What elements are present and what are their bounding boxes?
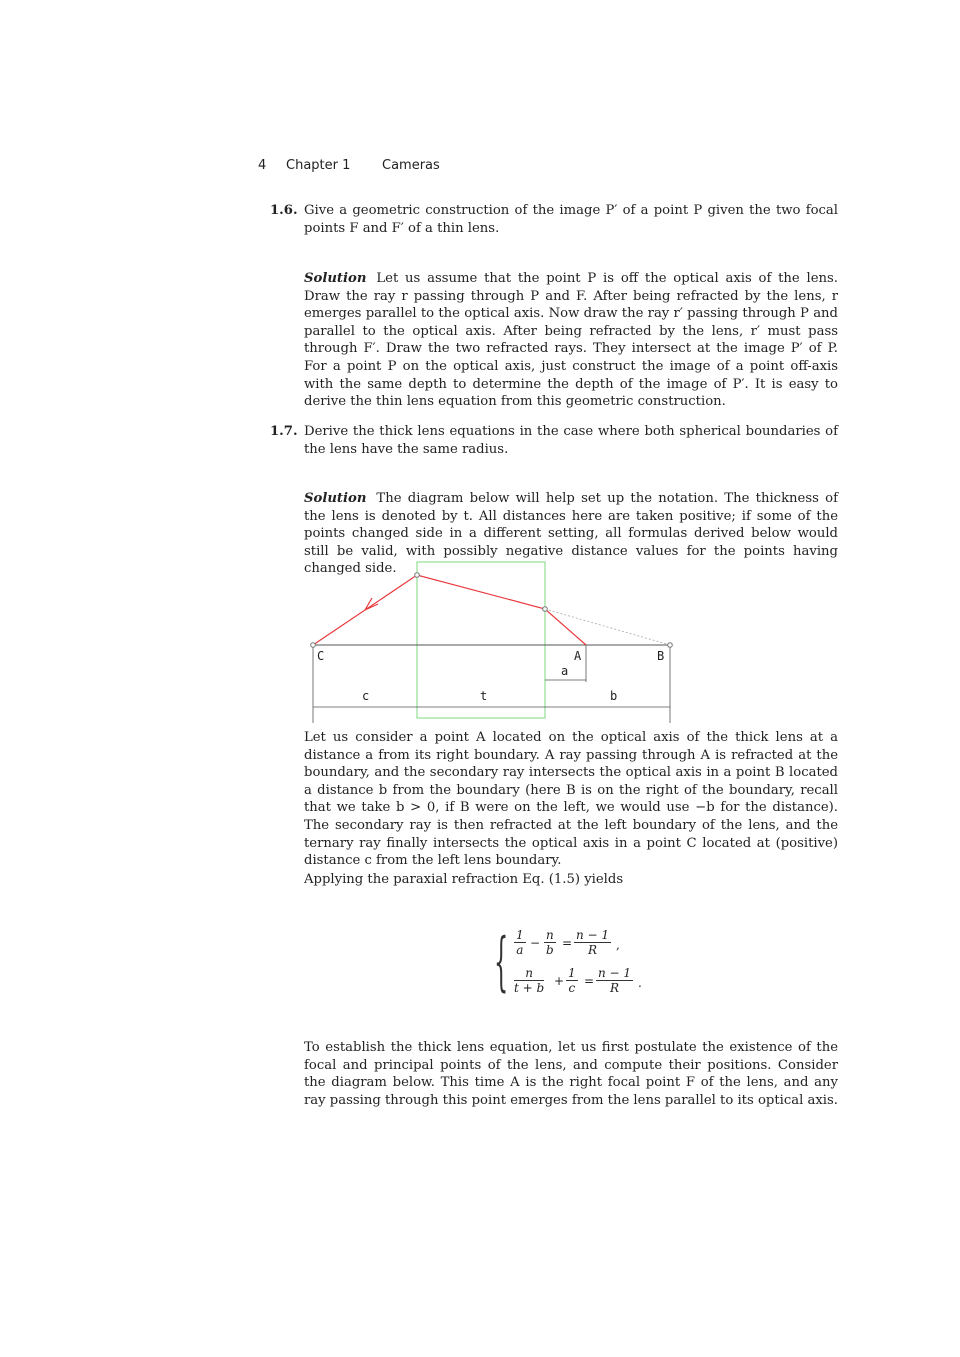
- problem-text-1-7: Derive the thick lens equations in the case where both spherical boundaries of the lens have the same radius.: [304, 424, 838, 457]
- eq2-term1: $\frac{n}{t + b}$: [514, 966, 545, 995]
- label-t-distance: t: [480, 689, 488, 703]
- body-paragraph: Let us consider a point A located on the optical axis of the thick lens at a distance a from its right boundary. A ray passing through A is refracted at the boundary, and the secondary ray intersects the optical axis in a point B located a distance b from the boundary (here B is on the right of the boundary, recall that we take b > 0, if B were on the left, we would use −b for the distance). The secondary ray is then refracted at the left boundary of the lens, and the ternary ray finally intersects the optical axis in a point C located at (positive) distance c from the left lens boundary.: [304, 730, 838, 869]
- eq1-rhs: $\frac{n - 1}{R}$: [576, 928, 610, 957]
- eq1-term1: $\frac{1}{a}$: [516, 928, 524, 957]
- label-a-distance: a: [561, 664, 569, 678]
- problem-text-1-6: Give a geometric construction of the image P′ of a point P given the two focal points F and F′ of a thin lens.: [304, 203, 838, 236]
- solution-text-1-6: Let us assume that the point P is off the optical axis of the lens. Draw the ray r passing through P and F. After being refracted by the lens, r emerges parallel to the optical axis. Now draw the ray r′ passing through P and parallel to the optical axis. After being refracted by the lens, r′ must pass through F′. Draw the two refracted rays. They intersect at the image P′ of P. For a point P on the optical axis, just construct the image of a point off-axis with the same depth to determine the depth of the image of P′. It is easy to derive the thin lens equation from this geometric construction.: [304, 271, 838, 410]
- left-brace: {: [494, 925, 509, 999]
- lens-right-node: [543, 607, 548, 612]
- eq2-end: .: [638, 976, 642, 990]
- eq1-term2: $\frac{n}{b}$: [546, 928, 554, 957]
- point-b-node: [668, 643, 673, 648]
- eq2-equals: =: [584, 974, 595, 988]
- section-label: Cameras: [382, 158, 440, 173]
- solution-label: Solution: [304, 491, 367, 506]
- problem-number-1-6: 1.6.: [270, 203, 298, 218]
- label-b-point: B: [657, 649, 665, 663]
- eq1-end: ,: [616, 938, 620, 952]
- eq1-op1: −: [530, 936, 541, 950]
- applying-line: Applying the paraxial refraction Eq. (1.5) yields: [304, 872, 624, 887]
- page-number: 4: [258, 158, 267, 173]
- solution-1-6: [304, 270, 838, 411]
- label-c-point: C: [317, 649, 325, 663]
- equation-system: [494, 926, 654, 1002]
- extension-ray: [545, 609, 670, 645]
- eq1-equals: =: [562, 936, 573, 950]
- chapter-label: Chapter 1: [286, 158, 351, 173]
- point-c-node: [311, 643, 316, 648]
- solution-label: Solution: [304, 271, 367, 286]
- lens-left-node: [415, 573, 420, 578]
- solution-text-1-7: The diagram below will help set up the notation. The thickness of the lens is denoted by t. All distances here are taken positive; if some of the points changed side in a different setting, all formulas derived below would still be valid, with possibly negative distance values for the points having changed side.: [304, 491, 838, 577]
- label-a-point: A: [574, 649, 582, 663]
- eq2-rhs: $\frac{n - 1}{R}$: [598, 966, 632, 995]
- eq2-term2: $\frac{1}{c}$: [568, 966, 576, 995]
- final-paragraph: To establish the thick lens equation, let us first postulate the existence of the focal and principal points of the lens, and compute their positions. Consider the diagram below. This time A is the right focal point F of the lens, and any ray passing through this point emerges from the lens parallel to its optical axis.: [304, 1040, 838, 1108]
- thick-lens-diagram: [300, 558, 690, 726]
- problem-number-1-7: 1.7.: [270, 424, 298, 439]
- label-c-distance: c: [362, 689, 370, 703]
- eq2-op1: +: [554, 974, 565, 988]
- label-b-distance: b: [610, 689, 618, 703]
